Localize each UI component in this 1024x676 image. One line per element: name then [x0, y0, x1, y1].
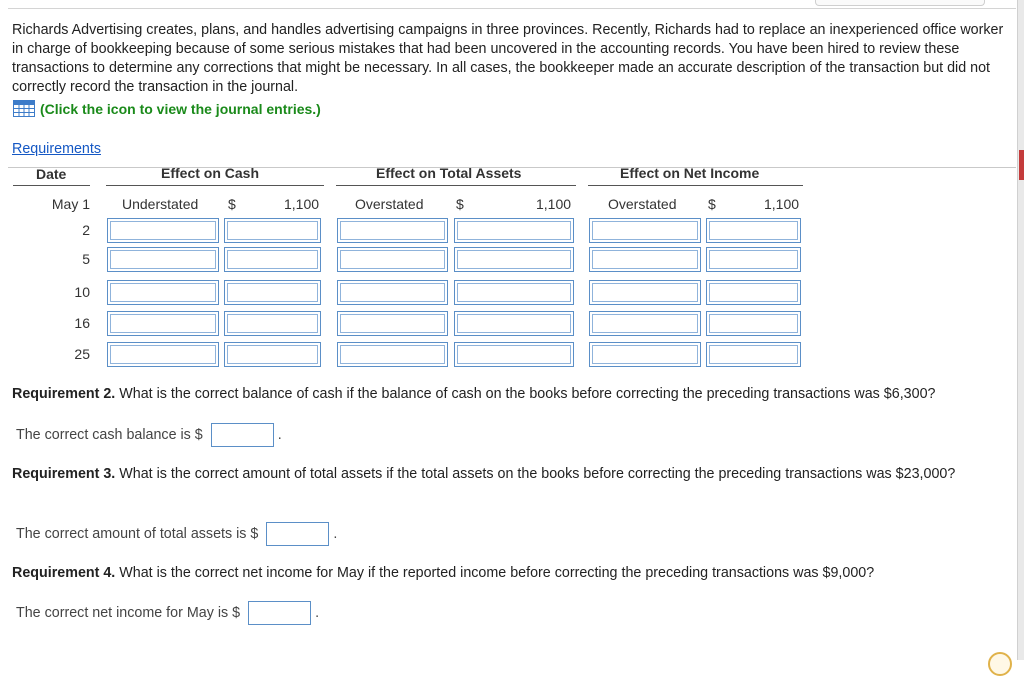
- income-amount-input[interactable]: [706, 342, 801, 367]
- total-assets-period: .: [333, 526, 338, 542]
- requirements-link[interactable]: Requirements: [12, 141, 101, 157]
- assets-amount-input[interactable]: [454, 218, 574, 243]
- header-effect-on-cash: Effect on Cash: [161, 165, 260, 181]
- requirement-4-text: What is the correct net income for May if the reported income before correcting the preceding transactions was $9,000?: [115, 565, 875, 581]
- cash-dollar-sign: $: [228, 196, 236, 212]
- problem-description: Richards Advertising creates, plans, and handles advertising campaigns in three provinces. Recently, Richards had to replace an inexperienced office worker in charge of bookkeeping because of some serious mistakes that had been uncovered in the accounting records. You have been hired to review these transactions to determine any corrections that might be necessary. In all cases, the bookkeeper made an accurate description of the transaction but did not correctly record the transaction in the journal.: [12, 22, 1004, 95]
- cash-amount-input[interactable]: [224, 247, 321, 272]
- cash-balance-period: .: [277, 427, 282, 443]
- cash-effect-input[interactable]: [107, 311, 219, 336]
- row-date: 16: [74, 315, 90, 331]
- table-grid-icon[interactable]: [13, 100, 35, 117]
- top-bar: [0, 0, 1024, 9]
- assets-header-underline: [336, 185, 576, 186]
- net-income-input[interactable]: [248, 601, 311, 625]
- cash-balance-label: The correct cash balance is $: [16, 427, 203, 443]
- right-scrollbar[interactable]: [1017, 0, 1024, 660]
- assets-dollar-sign: $: [456, 196, 464, 212]
- cash-balance-answer-line: [16, 423, 282, 447]
- requirement-4-question: [12, 564, 1002, 583]
- total-assets-label: The correct amount of total assets is $: [16, 526, 259, 542]
- assets-effect-value: Overstated: [355, 196, 424, 212]
- income-effect-input[interactable]: [589, 311, 701, 336]
- assets-effect-input[interactable]: [337, 280, 448, 305]
- requirement-3-text: What is the correct amount of total assets if the total assets on the books before correcting the preceding transactions was $23,000?: [115, 466, 956, 482]
- row-date-may-1: May 1: [51, 196, 90, 212]
- cash-amount-input[interactable]: [224, 280, 321, 305]
- cash-effect-input[interactable]: [107, 218, 219, 243]
- income-amount-input[interactable]: [706, 280, 801, 305]
- assets-effect-input[interactable]: [337, 218, 448, 243]
- total-assets-input[interactable]: [266, 522, 329, 546]
- income-amount-input[interactable]: [706, 247, 801, 272]
- assets-amount-input[interactable]: [454, 311, 574, 336]
- income-effect-input[interactable]: [589, 218, 701, 243]
- requirement-2-question: [12, 385, 1002, 404]
- requirement-3-label: Requirement 3.: [12, 466, 116, 482]
- cash-amount-input[interactable]: [224, 311, 321, 336]
- journal-entries-label[interactable]: (Click the icon to view the journal entries.): [40, 100, 321, 117]
- income-dollar-sign: $: [708, 196, 716, 212]
- cash-amount-input[interactable]: [224, 342, 321, 367]
- net-income-label: The correct net income for May is $: [16, 605, 241, 621]
- total-assets-answer-line: [16, 522, 337, 546]
- income-effect-input[interactable]: [589, 342, 701, 367]
- header-date: Date: [36, 166, 67, 182]
- assets-amount-value: 1,100: [536, 196, 572, 212]
- income-amount-value: 1,100: [764, 196, 800, 212]
- scrollbar-marker: [1019, 150, 1024, 180]
- requirement-4-label: Requirement 4.: [12, 565, 116, 581]
- net-income-answer-line: [16, 601, 319, 625]
- row-date: 25: [74, 346, 90, 362]
- row-date: 5: [82, 251, 90, 267]
- requirement-2-text: What is the correct balance of cash if the balance of cash on the books before correcting the preceding transactions was $6,300?: [115, 386, 936, 402]
- top-tab-button[interactable]: [815, 0, 985, 6]
- assets-amount-input[interactable]: [454, 247, 574, 272]
- assets-effect-input[interactable]: [337, 311, 448, 336]
- income-effect-input[interactable]: [589, 280, 701, 305]
- cash-effect-value: Understated: [122, 196, 199, 212]
- row-date: 10: [74, 284, 90, 300]
- date-header-underline: [13, 185, 90, 186]
- income-amount-input[interactable]: [706, 218, 801, 243]
- cash-effect-input[interactable]: [107, 342, 219, 367]
- cash-amount-input[interactable]: [224, 218, 321, 243]
- cash-effect-input[interactable]: [107, 247, 219, 272]
- row-date: 2: [82, 222, 90, 238]
- requirement-3-question: [12, 465, 1002, 484]
- header-effect-on-total-assets: Effect on Total Assets: [376, 165, 522, 181]
- journal-entries-link[interactable]: [13, 100, 321, 117]
- header-effect-on-net-income: Effect on Net Income: [620, 165, 760, 181]
- income-effect-input[interactable]: [589, 247, 701, 272]
- cash-header-underline: [106, 185, 324, 186]
- top-divider: [8, 8, 1016, 9]
- income-header-underline: [588, 185, 803, 186]
- help-circle-icon[interactable]: [988, 652, 1012, 676]
- assets-effect-input[interactable]: [337, 247, 448, 272]
- assets-amount-input[interactable]: [454, 342, 574, 367]
- cash-effect-input[interactable]: [107, 280, 219, 305]
- cash-balance-input[interactable]: [211, 423, 274, 447]
- income-amount-input[interactable]: [706, 311, 801, 336]
- assets-amount-input[interactable]: [454, 280, 574, 305]
- income-effect-value: Overstated: [608, 196, 677, 212]
- assets-effect-input[interactable]: [337, 342, 448, 367]
- net-income-period: .: [315, 605, 320, 621]
- requirement-2-label: Requirement 2.: [12, 386, 116, 402]
- cash-amount-value: 1,100: [284, 196, 320, 212]
